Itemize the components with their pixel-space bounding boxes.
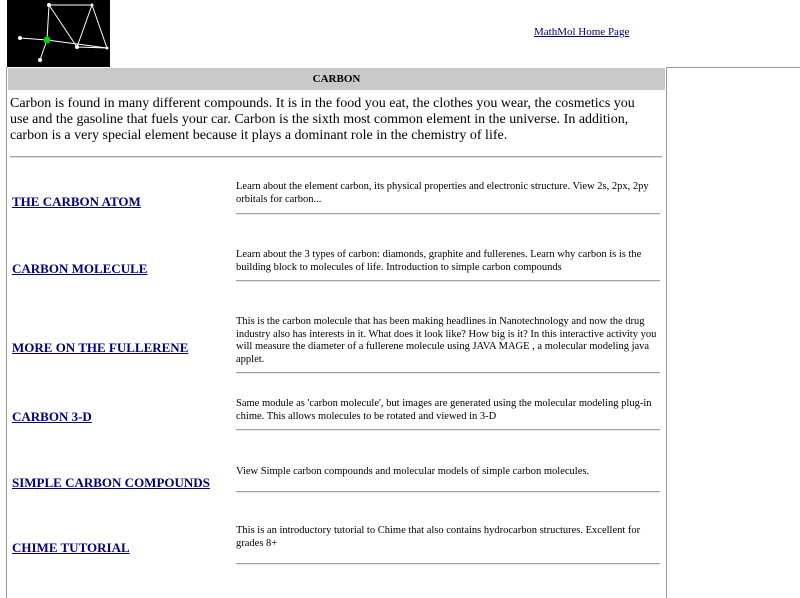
mathmol-home-link[interactable]: MathMol Home Page [534, 26, 630, 38]
topic-link-carbon-molecule[interactable]: CARBON MOLECULE [12, 261, 148, 276]
topic-link-carbon-atom[interactable]: THE CARBON ATOM [12, 194, 141, 209]
topic-description: Learn about the 3 types of carbon: diamonds, graphite and fullerenes. Learn why carbon is is the building block to molecules of life. Introduction to simple carbon compounds [236, 249, 642, 273]
topic-description: This is the carbon molecule that has been making headlines in Nanotechnology and now the drug industry also has interests in it. What does it look like? How big is it? In this interactive activity you will measure the diameter of a fullerene molecule using JAVA MAGE , a molecular modeling java applet. [236, 316, 657, 365]
intro-divider [10, 156, 662, 158]
topic-divider [236, 563, 660, 565]
topic-link-fullerene[interactable]: MORE ON THE FULLERENE [12, 340, 189, 355]
topic-description: Learn about the element carbon, its physical properties and electronic structure. View 2s, 2px, 2py orbitals for carbon... [236, 181, 649, 205]
topic-link-simple-compounds[interactable]: SIMPLE CARBON COMPOUNDS [12, 475, 210, 490]
topic-link-carbon-3d[interactable]: CARBON 3-D [12, 409, 92, 424]
topic-divider [236, 429, 660, 431]
intro-paragraph: Carbon is found in many different compounds. It is in the food you eat, the clothes you wear, the cosmetics you use and the gasoline that fuels your car. Carbon is the sixth most common element in the universe. In addition, carbon is a very special element because it plays a dominant role in the chemistry of life. [10, 96, 635, 143]
mathmol-logo [7, 0, 110, 67]
topic-link-chime-tutorial[interactable]: CHIME TUTORIAL [12, 540, 130, 555]
topic-description: This is an introductory tutorial to Chime that also contains hydrocarbon structures. Excellent for grades 8+ [236, 525, 641, 549]
divider [666, 67, 800, 68]
topic-divider [236, 491, 660, 493]
topic-divider [236, 280, 660, 282]
topic-description: View Simple carbon compounds and molecular models of simple carbon molecules. [236, 466, 590, 477]
content-frame [6, 67, 667, 598]
topic-description: Same module as 'carbon molecule', but images are generated using the molecular modeling plug-in chime. This allows molecules to be rotated and viewed in 3-D [236, 398, 652, 422]
topic-divider [236, 372, 660, 374]
topic-divider [236, 213, 660, 215]
page-title: CARBON [8, 68, 665, 90]
